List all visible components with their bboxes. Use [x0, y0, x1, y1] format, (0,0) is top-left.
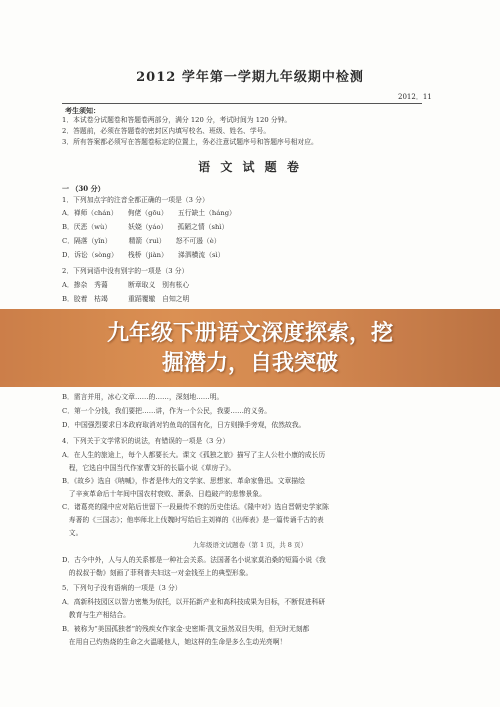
exam-date: 2012．11 — [398, 93, 432, 101]
question-line: 4．下列关于文学常识的说法，有错误的一项是（3 分） — [62, 437, 230, 445]
title-divider — [62, 103, 422, 104]
question-line: B．《故乡》选自《呐喊》，作者是伟大的文学家、思想家、革命家鲁迅。文章描绘 — [62, 477, 305, 485]
question-line: 程，它选自中国当代作家曹文轩的长篇小说《草房子》。 — [62, 464, 236, 472]
question-line: B．厌恶（wù） 妖娆（yáo） 孤陋之情（shì） — [62, 223, 229, 231]
question-line: A．禅师（chán） 侚佬（gōu） 五行缺土（háng） — [62, 209, 236, 217]
question-line: A．掺杂 秀蔼 断章取义 别有枨心 — [62, 281, 190, 289]
section-heading: 一 （30 分） — [62, 184, 105, 193]
notice-heading: 考生须知： — [65, 106, 100, 115]
question-line: 寿著的《三国志》；他率师北上伐魏时写给后主刘禅的《出师表》是一篇传诵千古的表 — [62, 516, 324, 524]
question-line: C．诸葛亮的隆中应对陷后世留下一段最传不衰的历史佳话。《隆中对》选自晋朝史学家陈 — [62, 503, 329, 511]
question-line: B．胶着 枯竭 重蹈覆辙 自知之明 — [62, 295, 190, 303]
question-line: B．被称为“美国孤独者”的残疾女作家金·史密斯·凯文虽然双目失明，但无时无刻都 — [62, 625, 310, 633]
banner-title-line-2: 掘潜力，自我突破 — [161, 351, 338, 376]
title-banner — [0, 309, 500, 387]
paper-subtitle: 语 文 试 题 卷 — [198, 160, 302, 174]
question-line: 文。 — [62, 529, 83, 537]
question-line: D．古今中外，人与人的关系都是一种社会关系。法国著名小说家莫泊桑的短篇小说《我 — [62, 556, 326, 564]
notice-line: 3．所有答案都必须写在答题卷标定的位置上，务必注意试题序号和答题序号相对应。 — [62, 138, 318, 146]
notice-line: 2．答题前，必须在答题卷的密封区内填写校名、班级、姓名、学号。 — [62, 127, 271, 135]
question-line: B．需言并用，冰心文章……的……，深刻地……明。 — [62, 393, 224, 401]
question-line: 2．下列词语中没有别字的一项是（3 分） — [62, 267, 189, 275]
page-footer: 九年级语文试题卷（第 1 页，共 8 页） — [192, 541, 308, 549]
question-line: 教育与生产相结合。 — [62, 611, 130, 619]
banner-title-line-1: 九年级下册语文深度探索，挖 — [106, 321, 393, 346]
question-line: 了辛亥革命后十年间中国农村衰败、萧条、日趋破产的悲惨景象。 — [62, 490, 266, 498]
question-line: C．第一个分钱，我们要把……讲，作为一个公民，我要……的义务。 — [62, 407, 272, 415]
question-line: 在用自己灼热烧的生命之火温暖他人，她这样的生命是多么生动光亮啊！ — [62, 638, 287, 646]
question-line: A．高新科技园区以智力密集为依托，以开拓新产业和高科技成果为目标，不断促进科研 — [62, 598, 326, 606]
exam-title: 2012 学年第一学期九年级期中检测 — [136, 70, 364, 85]
question-line: D．诉讼（sòng） 栈桥（jiàn） 涕泗横流（sì） — [62, 251, 225, 259]
question-line: C．隔落（yǐn） 精箭（ruì） 怒不可遏（è） — [62, 237, 221, 245]
question-line: D．中国强烈要求日本政府取消对钓鱼岛的国有化，日方则操手旁观，依然故我。 — [62, 421, 306, 429]
question-line: A．在人生的旅途上，每个人都要长大。课文《孤独之旅》描写了主人公杜小康的成长历 — [62, 451, 326, 459]
question-line: 的叔叔于勒》刻画了菲利普夫妇这一对金钱至上的典型形象。 — [62, 569, 253, 577]
notice-line: 1．本试卷分试题卷和答题卷两部分，满分 120 分，考试时间为 120 分钟。 — [62, 116, 292, 124]
question-line: 1．下列加点字的注音全都正确的一项是（3 分） — [62, 196, 209, 204]
question-line: 5．下列句子没有语病的一项是（3 分） — [62, 584, 182, 592]
